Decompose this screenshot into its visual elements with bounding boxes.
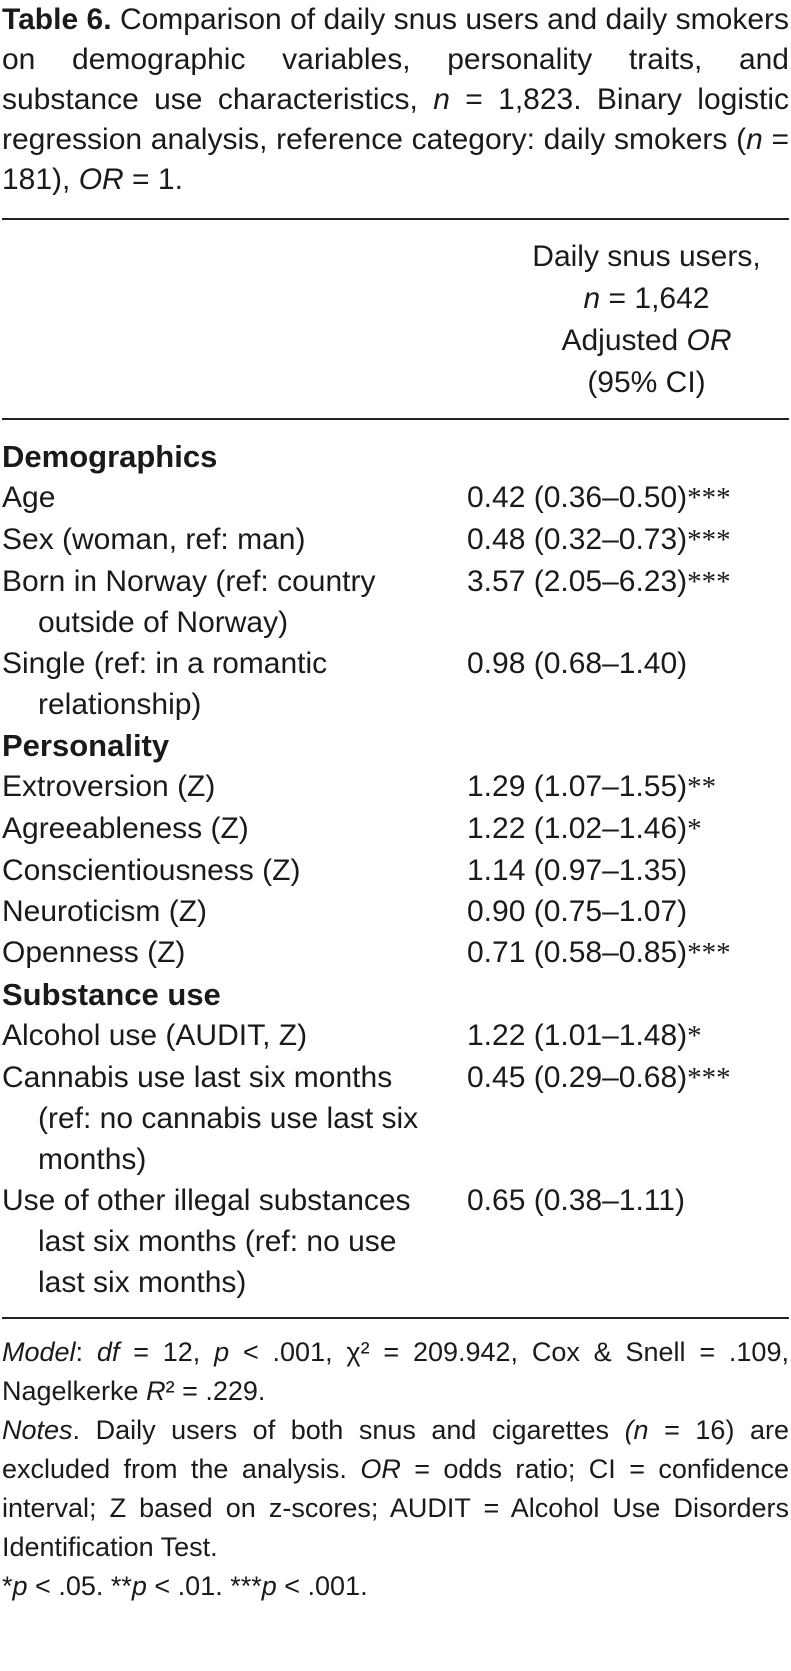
abbrev-note-label: Notes <box>2 1415 73 1445</box>
section-heading <box>2 725 789 766</box>
row-label-line: last six months (ref: no use <box>38 1225 397 1258</box>
row-label-line: Born in Norway (ref: country <box>2 565 376 598</box>
row-label <box>2 808 467 850</box>
header-line-2 <box>504 278 789 320</box>
row-label <box>2 932 467 974</box>
row-value <box>467 1180 789 1303</box>
row-label-line: months) <box>38 1143 147 1176</box>
table-row <box>2 1015 789 1057</box>
row-label-line: Conscientiousness (Z) <box>2 854 301 887</box>
row-label <box>2 766 467 808</box>
row-label <box>2 477 467 519</box>
row-value <box>467 891 789 932</box>
row-label-line: Extroversion (Z) <box>2 770 216 803</box>
caption-text-3: = 181), <box>2 123 789 196</box>
row-label-line: relationship) <box>38 688 202 721</box>
significance-marker: * <box>687 1020 702 1052</box>
row-label-line: Agreeableness (Z) <box>2 812 249 845</box>
results-table <box>2 436 789 1303</box>
odds-ratio-value: 1.29 (1.07–1.55) <box>467 770 688 803</box>
odds-ratio-value: 0.45 (0.29–0.68) <box>467 1061 688 1094</box>
row-label <box>2 850 467 891</box>
section-heading <box>2 436 789 477</box>
column-header <box>2 220 789 418</box>
table-row <box>2 1180 789 1303</box>
column-header-snus <box>504 236 789 404</box>
section-title: Personality <box>2 728 170 763</box>
row-label-line: (ref: no cannabis use last six <box>38 1102 419 1135</box>
row-label-line: last six months) <box>38 1266 247 1299</box>
significance-note: *p < .05. **p < .01. ***p < .001. <box>2 1571 368 1601</box>
odds-ratio-value: 0.48 (0.32–0.73) <box>467 523 688 556</box>
caption-text-2: = 1,823. Binary logistic regression analysis, reference category: daily smokers ( <box>2 83 789 156</box>
abbrev-note-text: . Daily users of both snus and cigarettes (n = 16) are excluded from the analysis. OR = odds ratio; CI = confidence interval; Z based on z-scores; AUDIT = Alcohol Use Disorders Identification Test. <box>2 1415 789 1562</box>
odds-ratio-value: 0.71 (0.58–0.85) <box>467 936 688 969</box>
row-label-line: Sex (woman, ref: man) <box>2 523 306 556</box>
table-row <box>2 850 789 891</box>
row-label-line: Openness (Z) <box>2 936 186 969</box>
table-row <box>2 891 789 932</box>
odds-ratio-value: 1.14 (0.97–1.35) <box>467 854 688 887</box>
significance-marker: ** <box>687 771 717 803</box>
row-label-line: Single (ref: in a romantic <box>2 647 328 680</box>
odds-ratio-value: 0.98 (0.68–1.40) <box>467 647 688 680</box>
model-note-text: : df = 12, p < .001, χ² = 209.942, Cox & Snell = .109, Nagelkerke R² = .229. <box>2 1337 789 1406</box>
row-label <box>2 891 467 932</box>
table-notes <box>2 1319 789 1606</box>
section-title: Demographics <box>2 439 218 474</box>
row-label <box>2 561 467 643</box>
odds-ratio-value: 0.65 (0.38–1.11) <box>467 1184 685 1217</box>
odds-ratio-value: 0.90 (0.75–1.07) <box>467 895 688 928</box>
significance-marker: *** <box>687 937 731 969</box>
section-title: Substance use <box>2 977 221 1012</box>
significance-marker: *** <box>687 524 731 556</box>
row-value <box>467 808 789 850</box>
odds-ratio-value: 0.42 (0.36–0.50) <box>467 481 688 514</box>
header-or-symbol: OR <box>686 324 732 357</box>
table-row <box>2 643 789 725</box>
row-label-line: Alcohol use (AUDIT, Z) <box>2 1019 308 1052</box>
odds-ratio-value: 1.22 (1.01–1.48) <box>467 1019 688 1052</box>
row-value <box>467 932 789 974</box>
row-value <box>467 519 789 561</box>
row-label <box>2 643 467 725</box>
caption-or-symbol: OR <box>78 163 124 196</box>
caption-n-symbol-2: n <box>746 123 763 156</box>
results-table-body <box>2 436 789 1303</box>
row-label <box>2 519 467 561</box>
significance-marker: * <box>687 813 702 845</box>
section-heading <box>2 974 789 1015</box>
header-n-symbol: n <box>583 282 601 315</box>
row-value <box>467 643 789 725</box>
odds-ratio-value: 3.57 (2.05–6.23) <box>467 565 688 598</box>
header-line-3 <box>504 320 789 362</box>
odds-ratio-value: 1.22 (1.02–1.46) <box>467 812 688 845</box>
table-row <box>2 932 789 974</box>
row-value <box>467 1057 789 1180</box>
row-label-line: Cannabis use last six months <box>2 1061 393 1094</box>
header-line-4: (95% CI) <box>587 366 706 399</box>
row-label <box>2 1057 467 1180</box>
table-row <box>2 477 789 519</box>
row-value <box>467 766 789 808</box>
row-label-line: Neuroticism (Z) <box>2 895 208 928</box>
table-row <box>2 561 789 643</box>
row-label <box>2 1015 467 1057</box>
table-row <box>2 808 789 850</box>
table-row <box>2 519 789 561</box>
header-rule <box>2 418 789 420</box>
table-label: Table 6. <box>2 3 112 36</box>
row-label-line: Use of other illegal substances <box>2 1184 411 1217</box>
row-label <box>2 1180 467 1303</box>
row-value <box>467 477 789 519</box>
row-value <box>467 561 789 643</box>
table-row <box>2 766 789 808</box>
model-note <box>2 1333 789 1411</box>
header-line-1: Daily snus users, <box>532 240 761 273</box>
caption-n-symbol: n <box>433 83 450 116</box>
significance-marker: *** <box>687 1062 731 1094</box>
header-n-value: = 1,642 <box>600 282 710 315</box>
row-value <box>467 850 789 891</box>
significance-marker: *** <box>687 566 731 598</box>
table-caption <box>2 0 789 200</box>
significance-marker: *** <box>687 482 731 514</box>
row-value <box>467 1015 789 1057</box>
abbrev-note <box>2 1411 789 1567</box>
header-adjusted: Adjusted <box>561 324 687 357</box>
row-label-line: Age <box>2 481 56 514</box>
caption-text-4: = 1. <box>123 163 183 196</box>
row-label-line: outside of Norway) <box>38 606 289 639</box>
model-note-label: Model <box>2 1337 76 1367</box>
table-row <box>2 1057 789 1180</box>
caption-text-1: Comparison of daily snus users and daily smokers on demographic variables, personality traits, and substance use characteristics, <box>2 3 789 116</box>
